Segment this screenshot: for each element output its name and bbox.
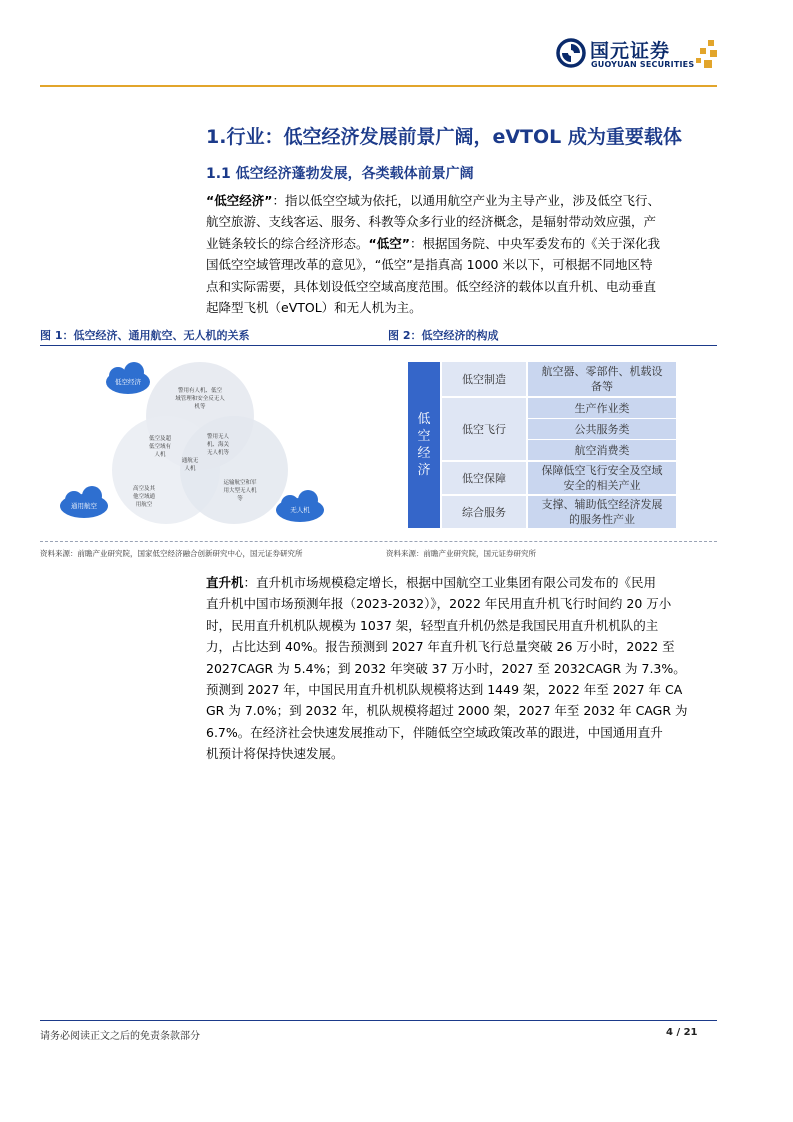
item-cell: 生产作业类 — [528, 398, 676, 418]
venn-text: 域管理和安全反无人 — [175, 396, 225, 402]
label-char: 济 — [417, 463, 431, 478]
item-text: 安全的相关产业 — [563, 479, 641, 492]
paragraph-line: 直升机中国市场预测年报（2023-2032）》，2022 年民用直升机飞行时间约 20 万小 — [206, 596, 672, 612]
venn-text: 人机 — [154, 452, 166, 458]
footer-disclaimer: 请务必阅读正文之后的免责条款部分 — [40, 1031, 200, 1042]
figure2-source: 资料来源：前瞻产业研究院，国元证券研究所 — [386, 549, 536, 558]
paragraph-line — [206, 190, 716, 211]
item-text: 航空器、零部件、机载设 — [541, 365, 663, 378]
logo-subtext: GUOYUAN SECURITIES — [591, 60, 695, 69]
cloud-label-uav: 无人机 — [290, 506, 310, 514]
paragraph-line: 6.7%。在经济社会快速发展推动下，伴随低空空域政策改革的跟进，中国通用直升 — [206, 724, 663, 740]
keyword: “低空经济” — [206, 193, 273, 208]
table-left-label — [408, 362, 440, 528]
source-rule — [40, 541, 717, 543]
circle-uav — [180, 416, 288, 524]
venn-text: 警用有人机、低空 — [177, 388, 223, 394]
category-cell: 低空飞行 — [442, 398, 526, 460]
venn-text: 低空域有 — [148, 444, 172, 450]
item-cell — [528, 496, 676, 528]
page-number: 4 / 21 — [666, 1027, 698, 1038]
header-rule — [40, 85, 717, 87]
venn-text: 等 — [237, 496, 243, 502]
item-text: 的服务性产业 — [569, 513, 635, 526]
venn-text: 用大型无人机 — [223, 488, 257, 494]
logo-squares-icon — [694, 40, 718, 70]
label-char: 低 — [417, 412, 431, 427]
figure1-source: 资料来源：前瞻产业研究院，国家低空经济融合创新研究中心，国元证券研究所 — [40, 549, 303, 558]
venn-text: 用航空 — [135, 502, 153, 508]
footer-rule — [40, 1020, 717, 1021]
item-text: 备等 — [591, 380, 613, 393]
category-cell: 低空制造 — [442, 362, 526, 396]
item-cell: 公共服务类 — [528, 419, 676, 439]
line-text: 航空旅游、支线客运、服务、科教等众多行业的经济概念，是辐射带动效应强，产 — [206, 214, 657, 230]
line-text: ：根据国务院、中央军委发布的《关于深化我 — [409, 235, 660, 251]
figure1-caption: 图 1：低空经济、通用航空、无人机的关系 — [40, 329, 250, 342]
paragraph-line: 预测到 2027 年，中国民用直升机机队规模将达到 1449 架，2022 年至 2027 年 CA — [206, 681, 683, 697]
paragraph-line — [206, 254, 716, 275]
paragraph-line: 时，民用直升机机队规模为 1037 架，轻型直升机仍然是我国民用直升机机队的主 — [206, 617, 659, 633]
paragraph-line — [206, 297, 716, 318]
line-text: 业链条较长的综合经济形态。 — [206, 235, 369, 251]
venn-text: 机、海关 — [206, 442, 230, 448]
figure2-caption: 图 2：低空经济的构成 — [388, 329, 499, 342]
paragraph-line — [206, 572, 716, 593]
structure-table — [408, 362, 676, 528]
item-text: 支撑、辅助低空经济发展 — [541, 498, 663, 511]
item-cell: 航空消费类 — [528, 440, 676, 460]
item-cell — [528, 362, 676, 396]
line-text: 国低空空域管理改革的意见》，“低空”是指真高 1000 米以下，可根据不同地区特 — [206, 257, 653, 273]
paragraph-line: 机预计将保持快速发展。 — [206, 746, 344, 762]
cloud-label-ga: 通用航空 — [71, 502, 97, 510]
paragraph-line: 2027CAGR 为 5.4%；到 2032 年突破 37 万小时，2027 至 2032CAGR 为 7.3%。 — [206, 660, 686, 676]
venn-text: 警用无人 — [206, 434, 230, 440]
logo-text: 国元证券 — [590, 40, 671, 62]
category-cell: 综合服务 — [442, 496, 526, 528]
keyword: “低空” — [368, 235, 410, 251]
intro-paragraph — [206, 190, 716, 318]
venn-text: 人机 — [184, 466, 196, 472]
label-char: 经 — [417, 446, 431, 461]
paragraph-line — [206, 233, 716, 254]
venn-text: 机等 — [194, 404, 206, 410]
paragraph-line — [206, 211, 716, 232]
label-char: 空 — [417, 429, 431, 444]
subsection-title: 1.1 低空经济蓬勃发展，各类载体前景广阔 — [206, 166, 474, 182]
venn-text: 低空及超 — [148, 436, 172, 442]
line-text: ：直升机市场规模稳定增长，根据中国航空工业集团有限公司发布的《民用 — [243, 575, 657, 590]
paragraph-line — [206, 276, 716, 297]
cloud-label-low: 低空经济 — [115, 378, 141, 386]
venn-text: 无人机等 — [206, 450, 230, 456]
keyword: 直升机 — [206, 575, 244, 590]
venn-diagram — [40, 350, 370, 536]
line-text: ：指以低空空域为依托，以通用航空产业为主导产业，涉及低空飞行、 — [272, 193, 660, 208]
paragraph-line: GR 为 7.0%；到 2032 年，机队规模将超过 2000 架，2027 年至 2032 年 CAGR 为 — [206, 703, 688, 719]
item-text: 保障低空飞行安全及空域 — [541, 464, 663, 477]
logo-mark-icon — [556, 38, 586, 68]
line-text: 起降型飞机（eVTOL）和无人机为主。 — [206, 299, 422, 315]
venn-text: 通航无 — [181, 458, 199, 464]
paragraph-line: 力，占比达到 40%。报告预测到 2027 年直升机飞行总量突破 26 万小时，2022 至 — [206, 639, 675, 655]
category-cell: 低空保障 — [442, 462, 526, 494]
helicopter-paragraph — [206, 572, 716, 765]
line-text: 点和实际需要，具体划设低空空域高度范围。低空经济的载体以直升机、电动垂直 — [206, 278, 657, 294]
venn-text: 运输航空和军 — [223, 480, 257, 486]
venn-text: 高空及其 — [132, 486, 156, 492]
venn-text: 他空域通 — [132, 494, 156, 500]
item-cell — [528, 462, 676, 494]
figure-rule — [40, 345, 717, 346]
section-title: 1.行业：低空经济发展前景广阔，eVTOL 成为重要载体 — [206, 126, 682, 148]
